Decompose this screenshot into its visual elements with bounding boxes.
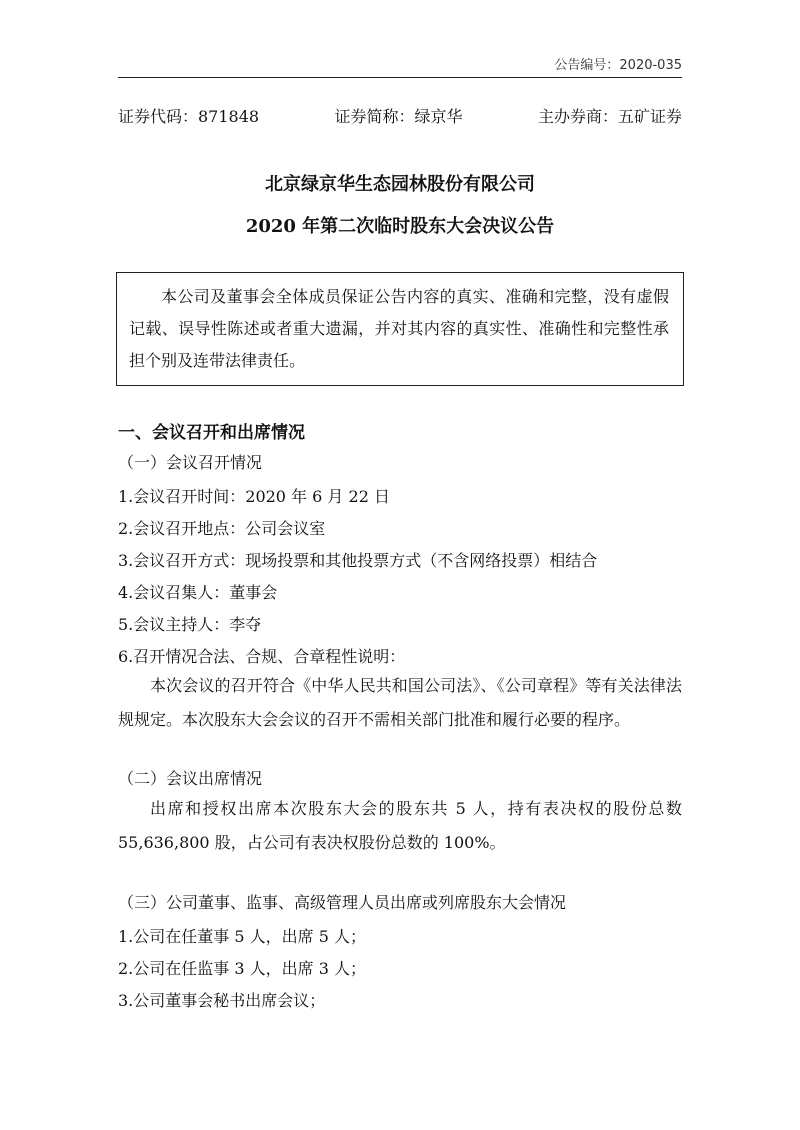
company-title: 北京绿京华生态园林股份有限公司 [265,174,535,195]
securities-info [118,104,682,127]
list-item: 3.公司董事会秘书出席会议； [118,991,326,1010]
list-item: 1.公司在任董事 5 人，出席 5 人； [118,927,366,946]
legality-paragraph: 本次会议的召开符合《中华人民共和国公司法》、《公司章程》等有关法律法规规定。本次股东大会会议的召开不需相关部门批准和履行必要的程序。 [118,676,682,729]
list-item: 2.会议召开地点：公司会议室 [118,519,326,538]
subsection-heading: （三）公司董事、监事、高级管理人员出席或列席股东大会情况 [118,893,567,912]
list-item: 4.会议召集人：董事会 [118,583,278,602]
header-rule [118,77,682,78]
list-item: 3.会议召开方式：现场投票和其他投票方式（不含网络投票）相结合 [118,551,598,570]
list-item: 2.公司在任监事 3 人，出席 3 人； [118,959,366,978]
list-item: 5.会议主持人：李夺 [118,615,262,634]
sponsor-broker: 主办券商：五矿证券 [537,107,682,126]
list-item: 6.召开情况合法、合规、合章程性说明： [118,647,406,666]
notice-box: 本公司及董事会全体成员保证公告内容的真实、准确和完整，没有虚假记载、误导性陈述或者重大遗漏，并对其内容的真实性、准确性和完整性承担个别及连带法律责任。 [116,272,684,386]
announcement-title: 2020 年第二次临时股东大会决议公告 [245,216,555,237]
subsection-heading: （一）会议召开情况 [118,453,263,472]
attendance-paragraph: 出席和授权出席本次股东大会的股东共 5 人，持有表决权的股份总数 55,636,800 股，占公司有表决权股份总数的 100%。 [118,799,682,852]
section-heading: 一、会议召开和出席情况 [118,423,305,443]
securities-code: 证券代码：871848 [118,107,260,126]
subsection-heading: （二）会议出席情况 [118,769,263,788]
list-item: 1.会议召开时间：2020 年 6 月 22 日 [118,487,390,506]
securities-short-name: 证券简称：绿京华 [334,107,463,126]
announcement-number: 公告编号：2020-035 [554,58,682,73]
